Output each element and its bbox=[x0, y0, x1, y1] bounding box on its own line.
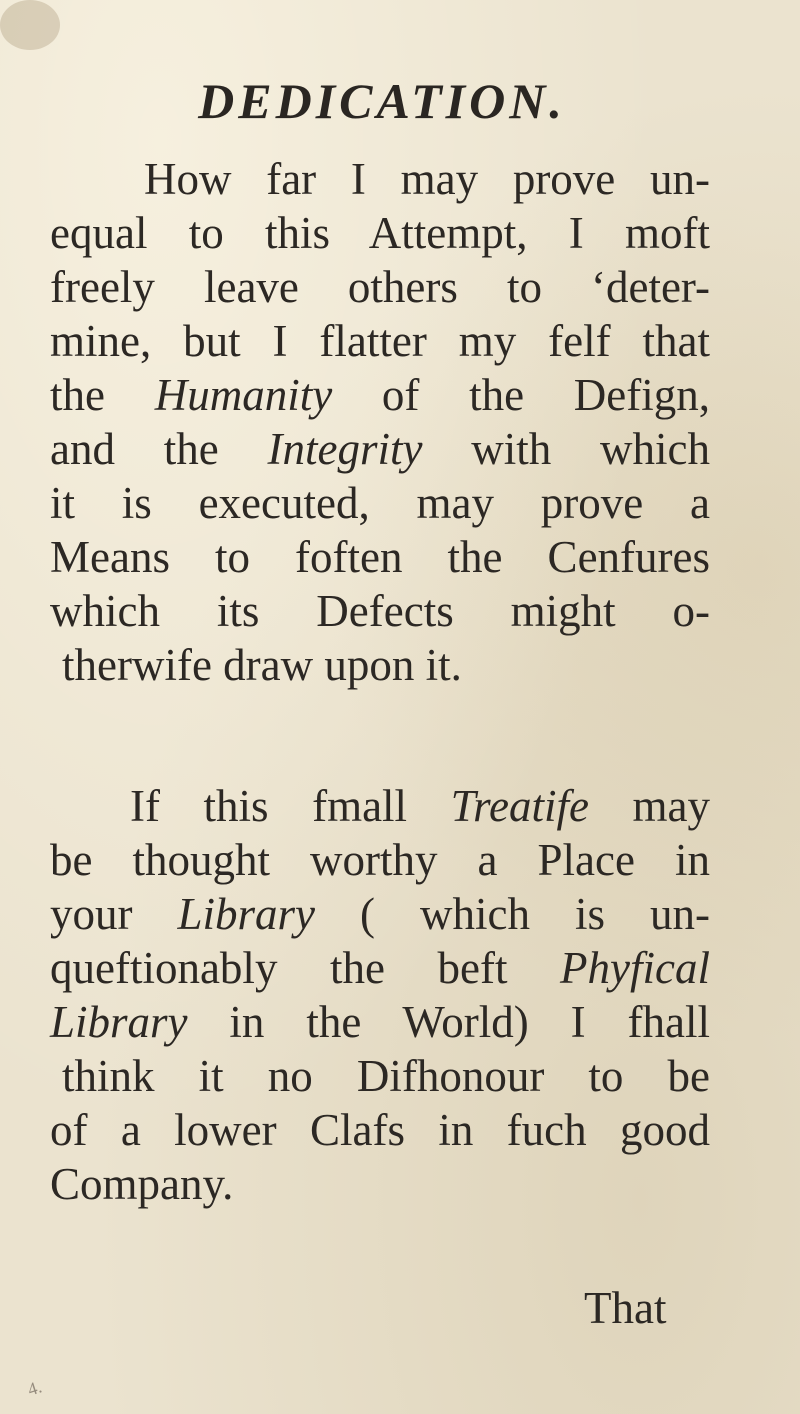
paragraph-2-line: be thought worthy a Place in bbox=[50, 835, 710, 885]
running-head: DEDICATION. bbox=[198, 73, 566, 129]
paragraph-2-line: Library in the World) I fhall bbox=[50, 997, 710, 1047]
page-stain bbox=[0, 0, 60, 50]
paragraph-1-line: it is executed, may prove a bbox=[50, 478, 710, 528]
paragraph-2-line: of a lower Clafs in fuch good bbox=[50, 1105, 710, 1155]
paragraph-1-line: the Humanity of the Defign, bbox=[50, 370, 711, 420]
paragraph-1-line: which its Defects might o- bbox=[50, 586, 710, 636]
paragraph-1-line: and the Integrity with which bbox=[50, 424, 710, 474]
paragraph-1-line: Means to foften the Cenfures bbox=[50, 532, 710, 582]
paragraph-2-line: your Library ( which is un- bbox=[50, 889, 710, 939]
paragraph-1-line: How far I may prove un- bbox=[144, 154, 710, 204]
paragraph-2-line: If this fmall Treatife may bbox=[130, 781, 710, 831]
paragraph-2-line: Company. bbox=[50, 1159, 234, 1209]
paragraph-1-line: equal to this Attempt, I moft bbox=[50, 208, 710, 258]
paragraph-1-line: therwife draw upon it. bbox=[62, 640, 462, 690]
margin-note: 4. bbox=[25, 1376, 45, 1400]
paragraph-2-line: think it no Difhonour to be bbox=[62, 1051, 710, 1101]
paragraph-1-line: mine, but I flatter my felf that bbox=[50, 316, 710, 366]
paragraph-2-line: queftionably the beft Phyfical bbox=[50, 943, 710, 993]
paragraph-1-line: freely leave others to ‘deter- bbox=[50, 262, 710, 312]
catchword: That bbox=[584, 1283, 667, 1333]
